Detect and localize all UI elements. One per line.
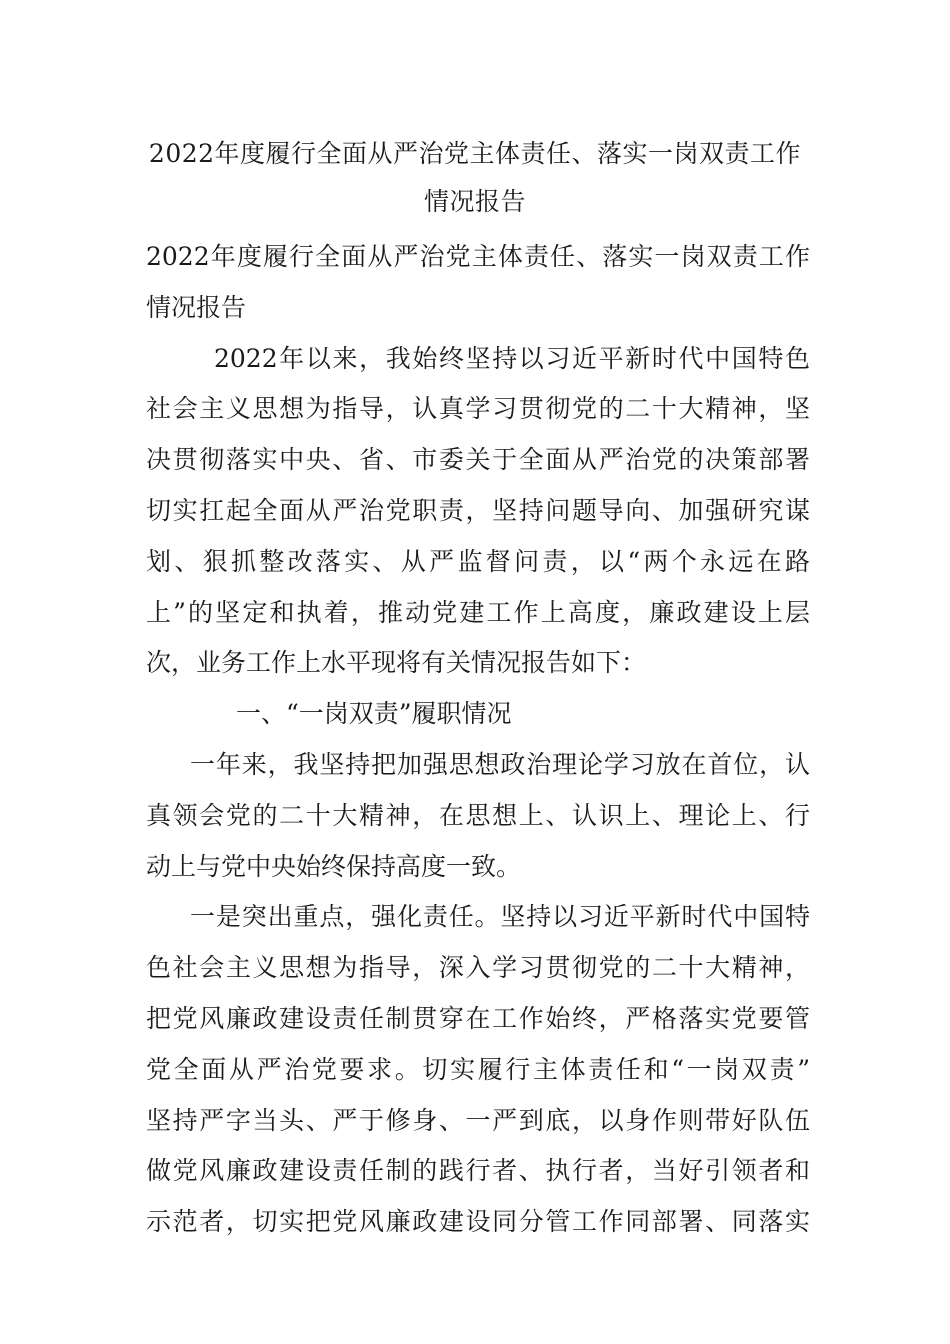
body-line: 上”的坚定和执着，推动党建工作上高度，廉政建设上层 (146, 597, 810, 627)
body-line: 色社会主义思想为指导，深入学习贯彻党的二十大精神， (146, 953, 810, 983)
body-line: 情况报告 (146, 292, 247, 322)
body-line: 把党风廉政建设责任制贯穿在工作始终，严格落实党要管 (146, 1003, 810, 1033)
title-line-2: 情况报告 (423, 187, 526, 216)
body-line: 次，业务工作上水平现将有关情况报告如下： (146, 648, 647, 678)
body-line: 坚持严字当头、严于修身、一严到底，以身作则带好队伍 (146, 1105, 810, 1135)
body-line: 一是突出重点，强化责任。坚持以习近平新时代中国特 (190, 902, 810, 932)
body-line: 真领会党的二十大精神，在思想上、认识上、理论上、行 (146, 800, 810, 830)
title-line-1: 2022年度履行全面从严治党主体责任、落实一岗双责工作 (148, 139, 802, 168)
body-line: 决贯彻落实中央、省、市委关于全面从严治党的决策部署 (146, 445, 810, 475)
body-line: 动上与党中央始终保持高度一致。 (146, 851, 522, 881)
body-line: 示范者，切实把党风廉政建设同分管工作同部署、同落实 (146, 1207, 810, 1237)
document-body (146, 232, 810, 1248)
body-line: 一年来，我坚持把加强思想政治理论学习放在首位，认 (190, 749, 810, 779)
body-line: 社会主义思想为指导，认真学习贯彻党的二十大精神，坚 (146, 394, 810, 424)
body-line: 一、“一岗双责”履职情况 (236, 699, 512, 729)
document-title (120, 130, 830, 226)
body-line: 党全面从严治党要求。切实履行主体责任和“一岗双责” (146, 1054, 810, 1084)
body-line: 2022年以来，我始终坚持以习近平新时代中国特色 (214, 343, 810, 373)
body-line: 划、狠抓整改落实、从严监督问责，以“两个永远在路 (146, 546, 810, 576)
body-line: 切实扛起全面从严治党职责，坚持问题导向、加强研究谋 (146, 495, 810, 525)
body-line: 2022年度履行全面从严治党主体责任、落实一岗双责工作 (146, 242, 810, 271)
body-line: 做党风廉政建设责任制的践行者、执行者，当好引领者和 (146, 1156, 810, 1186)
